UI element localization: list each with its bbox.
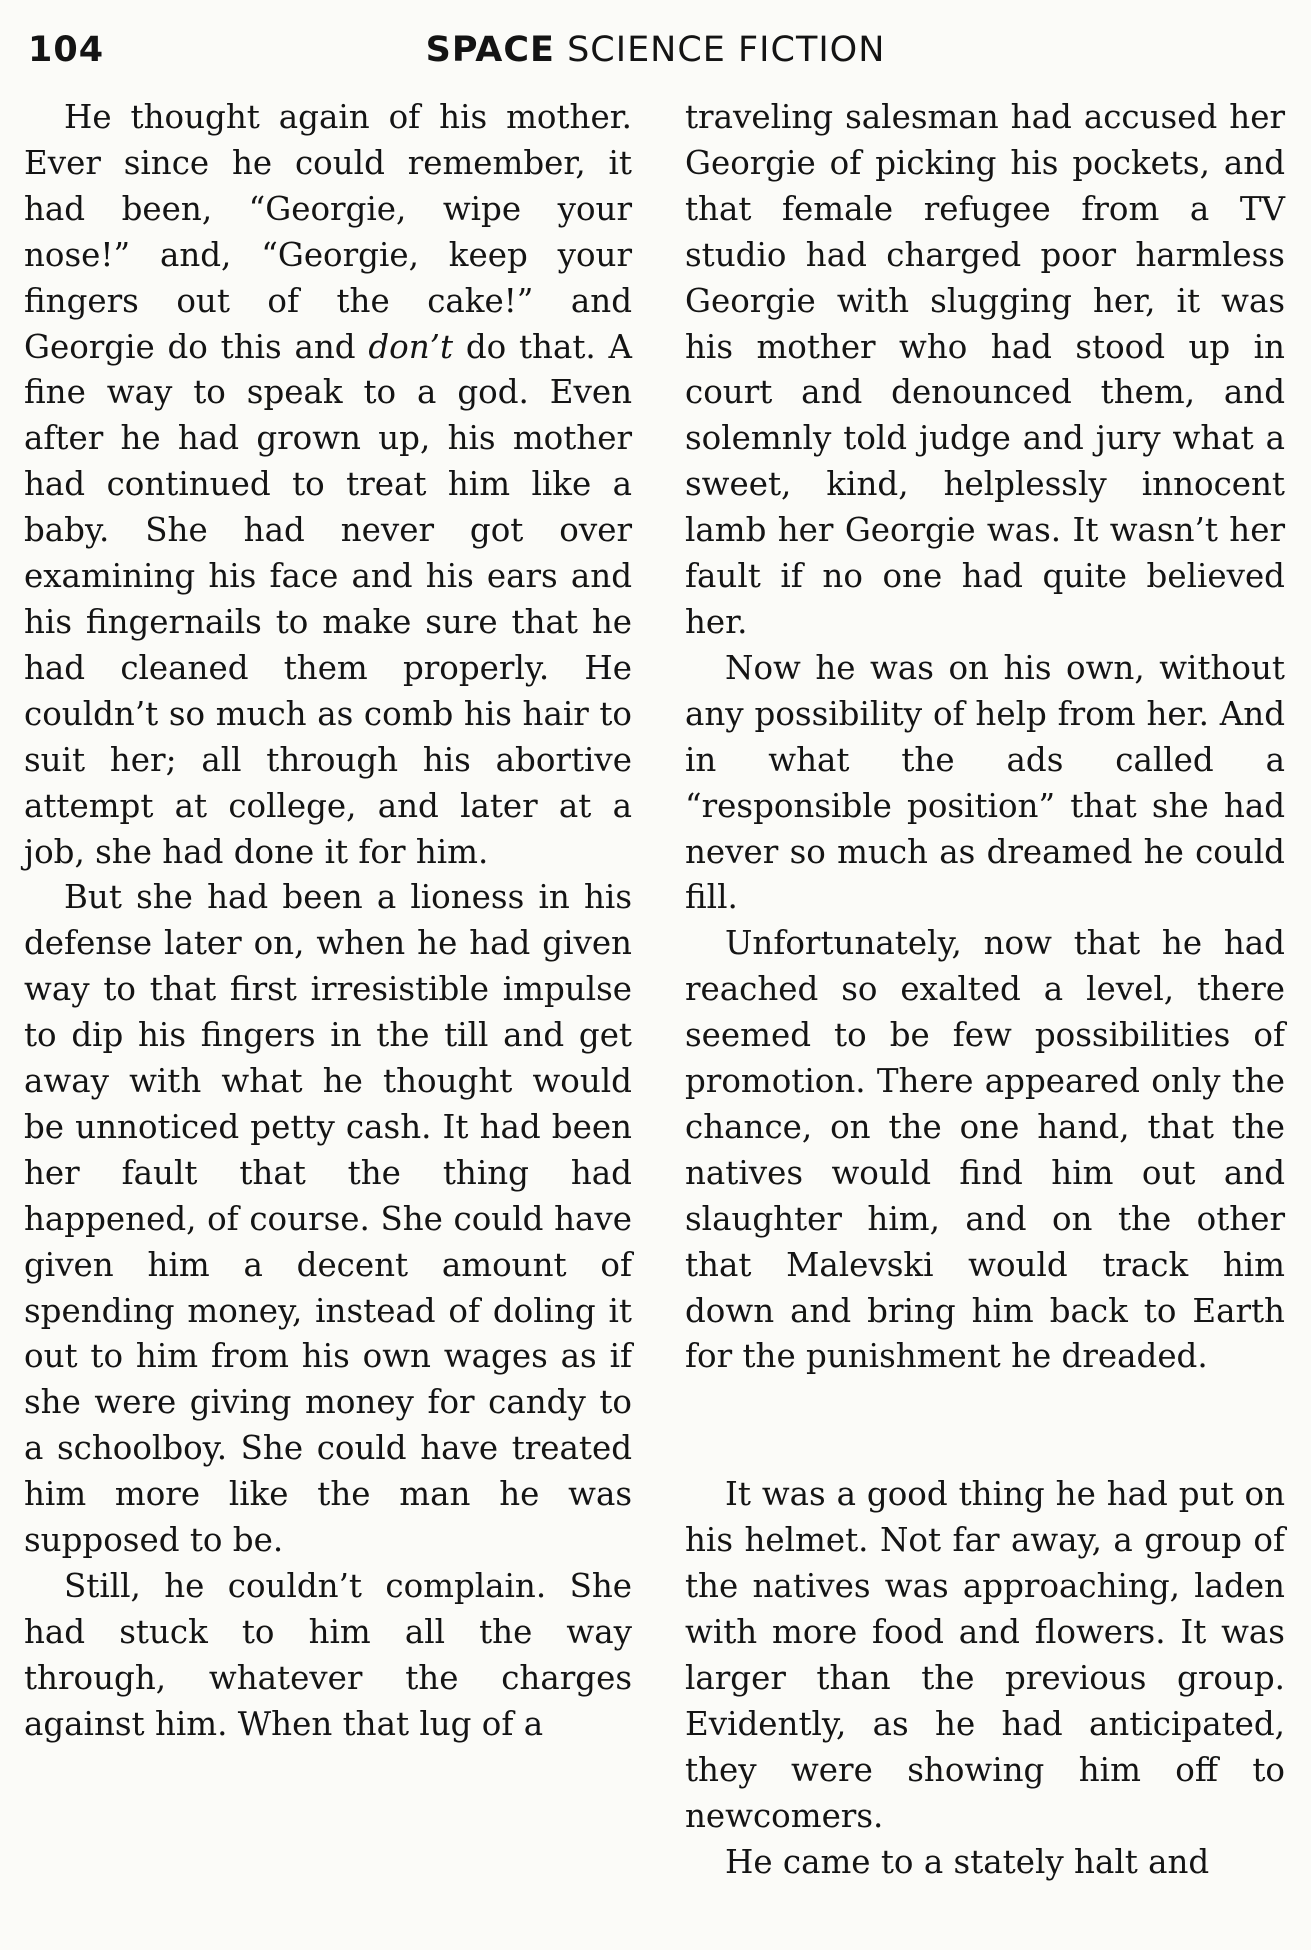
paragraph [24,95,632,875]
paragraph: It was a good thing he had put on his helmet. Not far away, a group of the natives was approaching, laden with more food and flowers. It was larger than the previous group. Evidently, as he had anticipated, they were showing him off to newcomers. [685,1475,1285,1835]
paragraph-text: He thought again of his mother. Ever since he could remember, it had been, “Georgie, wipe your nose!” and, “Georgie, keep your fingers out of the cake!” and Georgie do this and [24,98,632,366]
paragraph: Unfortunately, now that he had reached so exalted a level, there seemed to be few possibilities of promotion. There appeared only the chance, on the one hand, that the natives would find him out and slaughter him, and on the other that Malevski would track him down and bring him back to Earth for the punishment he dreaded. [685,924,1285,1376]
page-number: 104 [28,30,105,70]
paragraph: Still, he couldn’t complain. She had stuck to him all the way through, whatever the charges against him. When that lug of a [24,1567,632,1743]
paragraph: But she had been a lioness in his defense later on, when he had given way to that first irresistible impulse to dip his fingers in the till and get away with what he thought would be unnoticed petty cash. It had been her fault that the thing had happened, of course. She could have given him a decent amount of spending money, instead of doling it out to him from his own wages as if she were giving money for candy to a schoolboy. She could have treated him more like the man he was supposed to be. [24,878,632,1560]
left-column [24,95,632,1748]
running-title [0,30,1311,70]
page-header [0,22,1311,82]
running-title-rest: SCIENCE FICTION [554,30,886,70]
paragraph: He came to a stately halt and [725,1842,1210,1881]
paragraph: traveling salesman had accused her Georgie of picking his pockets, and that female refugee from a TV studio had charged poor harmless Georgie with slugging her, it was his mother who had stood up in court and denounced them, and solemnly told judge and jury what a sweet, kind, helplessly innocent lamb her Georgie was. It wasn’t her fault if no one had quite believed her. [685,98,1285,641]
right-column [685,95,1285,1886]
running-title-bold: SPACE [425,30,555,70]
paragraph-text: do that. A fine way to speak to a god. Even after he had grown up, his mother had continued to treat him like a baby. She had never got over examining his face and his ears and his fingernails to make sure that he had cleaned them properly. He couldn’t so much as comb his hair to suit her; all through his abortive attempt at college, and later at a job, she had done it for him. [24,327,632,871]
emphasis-text: don’t [368,327,454,366]
paragraph: Now he was on his own, without any possibility of help from her. And in what the ads called a “responsible position” that she had never so much as dreamed he could fill. [685,648,1285,917]
